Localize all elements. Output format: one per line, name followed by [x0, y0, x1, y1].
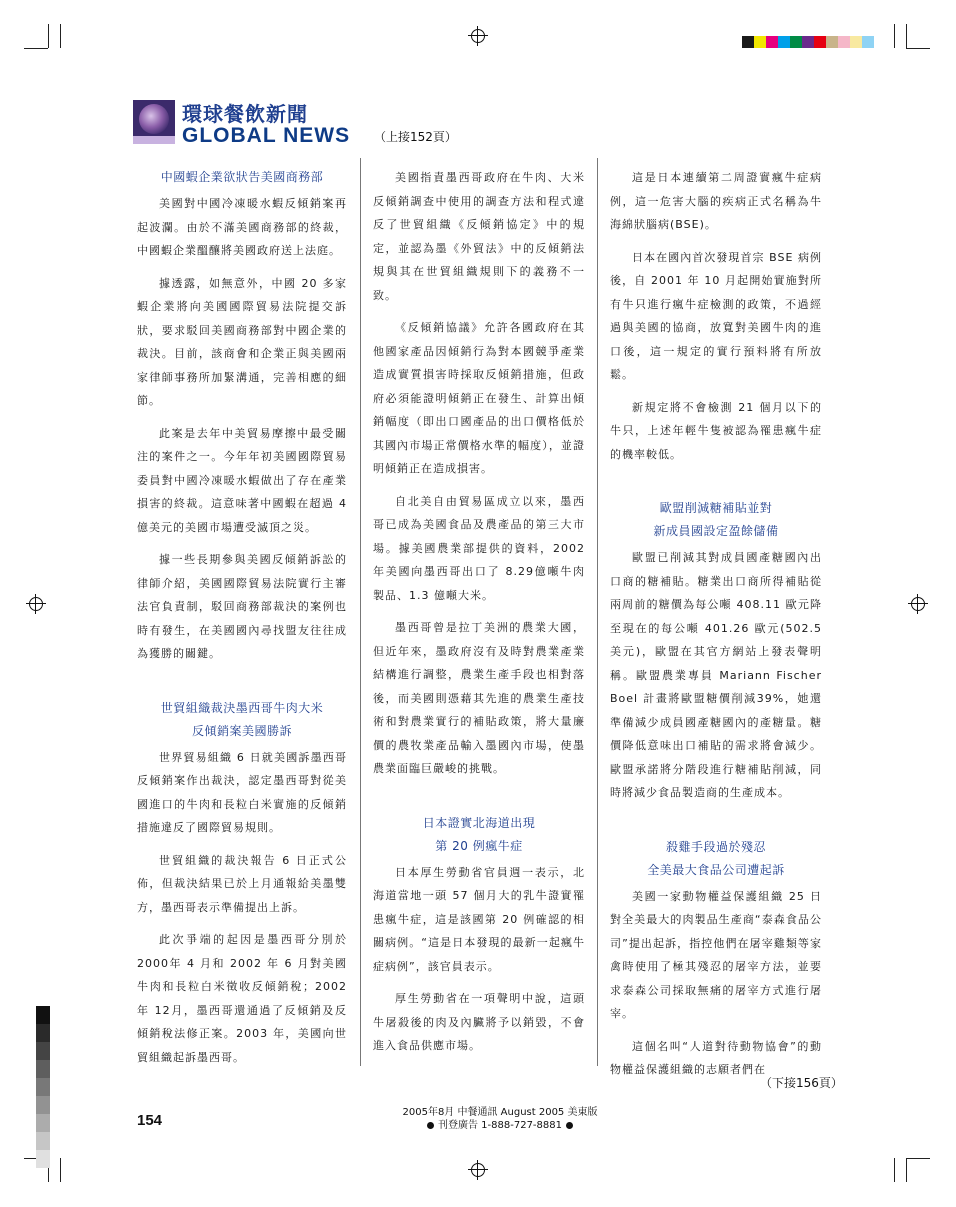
headline-line: 日本證實北海道出現 [422, 815, 536, 830]
gray-swatch [36, 1096, 50, 1114]
gray-swatch [36, 1114, 50, 1132]
crop-mark [894, 24, 895, 48]
gray-swatch [36, 1024, 50, 1042]
registration-mark-left [26, 594, 46, 614]
gray-calibration-ramp [36, 1006, 50, 1168]
color-swatch [814, 36, 826, 48]
paragraph: 據透露，如無意外，中國 20 多家蝦企業將向美國國際貿易法院提交訴狀，要求駁回美國商務部對中國企業的裁決。目前，該商會和企業正與美國兩家律師事務所加緊溝通，完善相應的細節。 [137, 276, 347, 407]
article-headline [610, 497, 822, 543]
section-title-english: GLOBAL NEWS [182, 124, 351, 147]
headline-line: 殺雞手段過於殘忍 [665, 839, 766, 854]
crop-mark [906, 1158, 907, 1182]
headline-line: 歐盟削減糖補貼並對 [659, 501, 773, 515]
column-3 [610, 166, 822, 1091]
crop-mark [24, 48, 48, 49]
article-headline [373, 812, 585, 858]
crop-mark [48, 24, 49, 48]
continued-from-note: （上接152頁） [374, 130, 457, 144]
color-swatch [838, 36, 850, 48]
registration-mark-bottom [468, 1160, 488, 1180]
footer-ad-text: 刊登廣告 1-888-727-8881 [438, 1120, 562, 1131]
crop-mark [906, 1158, 930, 1159]
color-swatch [826, 36, 838, 48]
headline-line: 新成員國設定盈餘儲備 [653, 524, 779, 538]
paragraph: 厚生勞動省在一項聲明中說，這頭牛屠殺後的肉及內臟將予以銷毀，不會進入食品供應市場。 [373, 992, 585, 1052]
gray-swatch [36, 1132, 50, 1150]
paragraph: 新規定將不會檢測 21 個月以下的牛只，上述年輕牛隻被認為罹患瘋牛症的機率較低。 [610, 400, 822, 461]
gray-swatch [36, 1078, 50, 1096]
paragraph: 自北美自由貿易區成立以來，墨西哥已成為美國食品及農產品的第三大市場。據美國農業部提供的資料，2002 年美國向墨西哥出口了 8.29億噸牛肉製品、1.3 億噸大米。 [373, 494, 585, 602]
paragraph: 世界貿易組織 6 日就美國訴墨西哥反傾銷案作出裁決，認定墨西哥對從美國進口的牛肉和長粒白米實施的反傾銷措施違反了國際貿易規則。 [137, 750, 347, 834]
gray-swatch [36, 1042, 50, 1060]
paragraph: 世貿組織的裁決報告 6 日正式公佈，但裁決結果已於上月通報給美墨雙方，墨西哥表示準備提出上訴。 [137, 853, 347, 914]
gray-swatch [36, 1060, 50, 1078]
headline-line: 反傾銷案美國勝訴 [191, 723, 292, 738]
crop-mark [60, 1158, 61, 1182]
paragraph: 美國對中國冷凍暖水蝦反傾銷案再起波瀾。由於不滿美國商務部的終裁，中國蝦企業醞釀將美國政府送上法庭。 [137, 197, 347, 257]
paragraph: 此次爭端的起因是墨西哥分別於2000年 4 月和 2002 年 6 月對美國牛肉和長粒白米徵收反傾銷稅；2002年 12月，墨西哥還通過了反傾銷及反傾銷稅法修正案。2003 年，美國向世貿組織起訴墨西哥。 [137, 933, 347, 1064]
article-headline [137, 166, 347, 189]
bullet-icon [566, 1122, 573, 1129]
continued-to-note: （下接156頁） [760, 1076, 843, 1090]
paragraph: 此案是去年中美貿易摩擦中最受關注的案件之一。今年年初美國國際貿易委員對中國冷凍暖水蝦做出了存在產業損害的終裁。這意味著中國蝦在超過 4 億美元的美國市場遭受滅頂之災。 [137, 426, 347, 534]
color-swatch [850, 36, 862, 48]
article-headline [137, 697, 347, 743]
headline-line: 全美最大食品公司遭起訴 [647, 862, 785, 877]
paragraph: 這是日本連續第二周證實瘋牛症病例，這一危害大腦的疾病正式名稱為牛海綿狀腦病(BSE)。 [610, 171, 822, 231]
registration-mark-top [468, 26, 488, 46]
column-divider [597, 158, 598, 1066]
color-swatch [754, 36, 766, 48]
color-swatch [778, 36, 790, 48]
paragraph: 美國一家動物權益保護組織 25 日對全美最大的肉製品生產商“泰森食品公司”提出起訴，指控他們在屠宰雞類等家禽時使用了極其殘忍的屠宰方法，並要求泰森公司採取無痛的屠宰方式進行屠宰。 [610, 889, 822, 1020]
paragraph: 歐盟已削減其對成員國產糖國內出口商的糖補貼。糖業出口商所得補貼從兩周前的糖價為每公噸 408.11 歐元降至現在的每公噸 401.26 歐元(502.5 美元)，歐盟在其官方網站上發表聲明稱。歐盟農業專員 Mariann Fischer Boel 計畫將歐盟糖價削減39%，她還準備減少成員國產糖國內的產糖量。糖價降低意味出口補貼的需求將會減少。歐盟承諾將分階段進行糖補貼削減，同時將減少食品製造商的生產成本。 [610, 551, 822, 799]
crop-mark [906, 24, 907, 48]
color-swatch [742, 36, 754, 48]
column-1 [137, 166, 347, 1078]
footer-issue-line: 2005年8月 中餐通訊 August 2005 美東版 [402, 1107, 598, 1118]
color-calibration-bar [742, 36, 874, 48]
color-swatch [790, 36, 802, 48]
paragraph: 日本在國內首次發現首宗 BSE 病例後，自 2001 年 10 月起開始實施對所有牛只進行瘋牛症檢測的政策，不過經過與美國的協商，放寬對美國牛肉的進口後，這一規定的實行預料將有所放鬆。 [610, 250, 822, 381]
column-2 [373, 166, 585, 1067]
color-swatch [862, 36, 874, 48]
registration-mark-right [908, 594, 928, 614]
color-swatch [802, 36, 814, 48]
footer-ad-line [360, 1119, 640, 1132]
article-headline [610, 836, 822, 882]
gray-swatch [36, 1150, 50, 1168]
bullet-icon [427, 1122, 434, 1129]
paragraph: 美國指責墨西哥政府在牛肉、大米反傾銷調查中使用的調查方法和程式違反了世貿組織《反傾銷協定》中的規定，並認為墨《外貿法》中的反傾銷法規與其在世貿組織規則下的義務不一致。 [373, 171, 585, 302]
crop-mark [906, 48, 930, 49]
paragraph: 這個名叫“人道對待動物協會”的動物權益保護組織的志願者們在 [610, 1039, 822, 1076]
crop-mark [894, 1158, 895, 1182]
paragraph: 日本厚生勞動省官員週一表示，北海道當地一頭 57 個月大的乳牛證實罹患瘋牛症，這是該國第 20 例確認的相關病例。“這是日本發現的最新一起瘋牛症病例”，該官員表示。 [373, 865, 585, 973]
globe-logo-icon [133, 100, 175, 144]
column-divider [360, 158, 361, 1066]
page-number: 154 [137, 1112, 163, 1129]
gray-swatch [36, 1006, 50, 1024]
paragraph: 據一些長期參與美國反傾銷訴訟的律師介紹，美國國際貿易法院實行主審法官負責制，駁回商務部裁決的案例也時有發生，在美國國內尋找盟友往往成為獲勝的關鍵。 [137, 553, 347, 660]
section-title-chinese: 環球餐飲新聞 [182, 102, 308, 126]
crop-mark [60, 24, 61, 48]
headline-line: 第 20 例瘋牛症 [435, 838, 523, 853]
paragraph: 《反傾銷協議》允許各國政府在其他國家產品因傾銷行為對本國競爭產業造成實質損害時採取反傾銷措施，但政府必須能證明傾銷正在發生、計算出傾銷幅度（即出口國產品的出口價格低於其國內市場正常價格水準的幅度），並證明傾銷正在造成損害。 [373, 321, 585, 475]
paragraph: 墨西哥曾是拉丁美洲的農業大國，但近年來，墨政府沒有及時對農業產業結構進行調整，農業生產手段也相對落後，而美國則憑藉其先進的農業生產技術和對農業實行的補貼政策，將大量廉價的農牧業產品輸入墨國內市場，使墨農業面臨巨嚴峻的挑戰。 [373, 621, 585, 775]
color-swatch [766, 36, 778, 48]
page-footer [360, 1106, 640, 1132]
headline-line: 世貿組織裁決墨西哥牛肉大米 [160, 700, 324, 715]
headline-line: 中國蝦企業欲狀告美國商務部 [160, 170, 324, 184]
